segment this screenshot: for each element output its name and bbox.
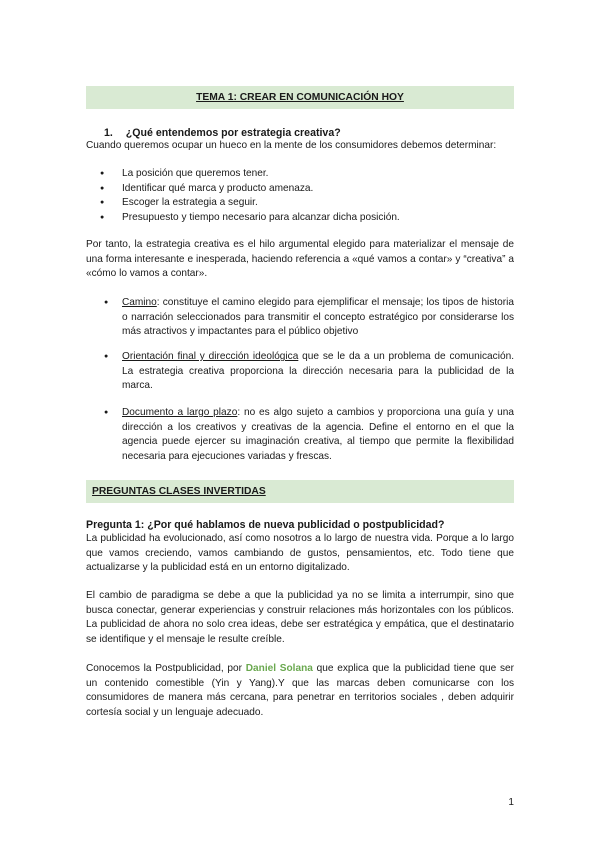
list-item: ● Presupuesto y tiempo necesario para alcanzar dicha posición. [104, 211, 400, 226]
paragraph: Por tanto, la estrategia creativa es el hilo argumental elegido para materializar el mensaje de una forma interesante e inesperada, haciendo referencia a «qué vamos a contar» y “creativa” a «cómo lo vamos a contar». [86, 239, 514, 280]
paragraph: Conocemos la Postpublicidad, por Daniel Solana que explica que la publicidad tiene que ser un contenido comestible (Yin y Yang).Y que las marcas deben comunicarse con los consumidores de manera más cercana, para penetrar en territorios sociales , deben adquirir cortesía social y un lenguaje adecuado. [86, 663, 515, 718]
paragraph: El cambio de paradigma se debe a que la publicidad ya no se limita a interrumpir, sino que busca conectar, generar experiencias y construir relaciones más horizontales con los públicos. La publicidad de ahora no solo crea ideas, debe ser estratégica y empática, que el destinatario se identifique y el mensaje le resulte creíble. [86, 590, 514, 645]
question-heading [104, 127, 341, 139]
list-item: ● Documento a largo plazo: no es algo sujeto a cambios y proporciona una guía y una dirección a los creativos y creativas de la agencia. Define el entorno en el que la agencia puede ejercer su imaginación creativa, al tiempo que permite la flexibilidad necesaria para ejecuciones variadas y frescas. [104, 407, 514, 462]
intro-paragraph: Cuando queremos ocupar un hueco en la mente de los consumidores debemos determinar: [86, 140, 497, 151]
author-name: Daniel Solana [245, 663, 313, 674]
question-number: 1. [104, 127, 113, 139]
list-item: ● Camino: constituye el camino elegido para ejemplificar el mensaje; los tipos de historia o narración seleccionados para transmitir el concepto estratégico por considerarse los más atractivos y impactantes para el público objetivo [104, 297, 514, 338]
section-banner-tema1 [86, 86, 514, 109]
section-banner-preguntas [86, 480, 514, 503]
term: Orientación final y dirección ideológica [122, 351, 299, 362]
question-title: ¿Qué entendemos por estrategia creativa? [125, 127, 341, 139]
page-number: 1 [508, 797, 514, 808]
banner-title: PREGUNTAS CLASES INVERTIDAS [92, 486, 266, 497]
paragraph: La publicidad ha evolucionado, así como nosotros a lo largo de nuestra vida. Porque a lo largo que vamos creciendo, vamos cambiando de gustos, pensamientos, etc. Todo tiene que actualizarse y la publicidad está en un entorno digitalizado. [86, 533, 514, 574]
pregunta-heading: Pregunta 1: ¿Por qué hablamos de nueva publicidad o postpublicidad? [86, 519, 445, 531]
list-item: ● Escoger la estrategia a seguir. [104, 196, 258, 211]
list-item: ● Identificar qué marca y producto amenaza. [104, 182, 313, 197]
banner-title: TEMA 1: CREAR EN COMUNICACIÓN HOY [196, 92, 404, 103]
term: Documento a largo plazo [122, 407, 238, 418]
list-item: ● La posición que queremos tener. [104, 167, 268, 182]
term: Camino [122, 297, 157, 308]
list-item: ● Orientación final y dirección ideológica que se le da a un problema de comunicación. La estrategia creativa proporciona la dirección necesaria para la publicidad de la marca. [104, 351, 514, 392]
